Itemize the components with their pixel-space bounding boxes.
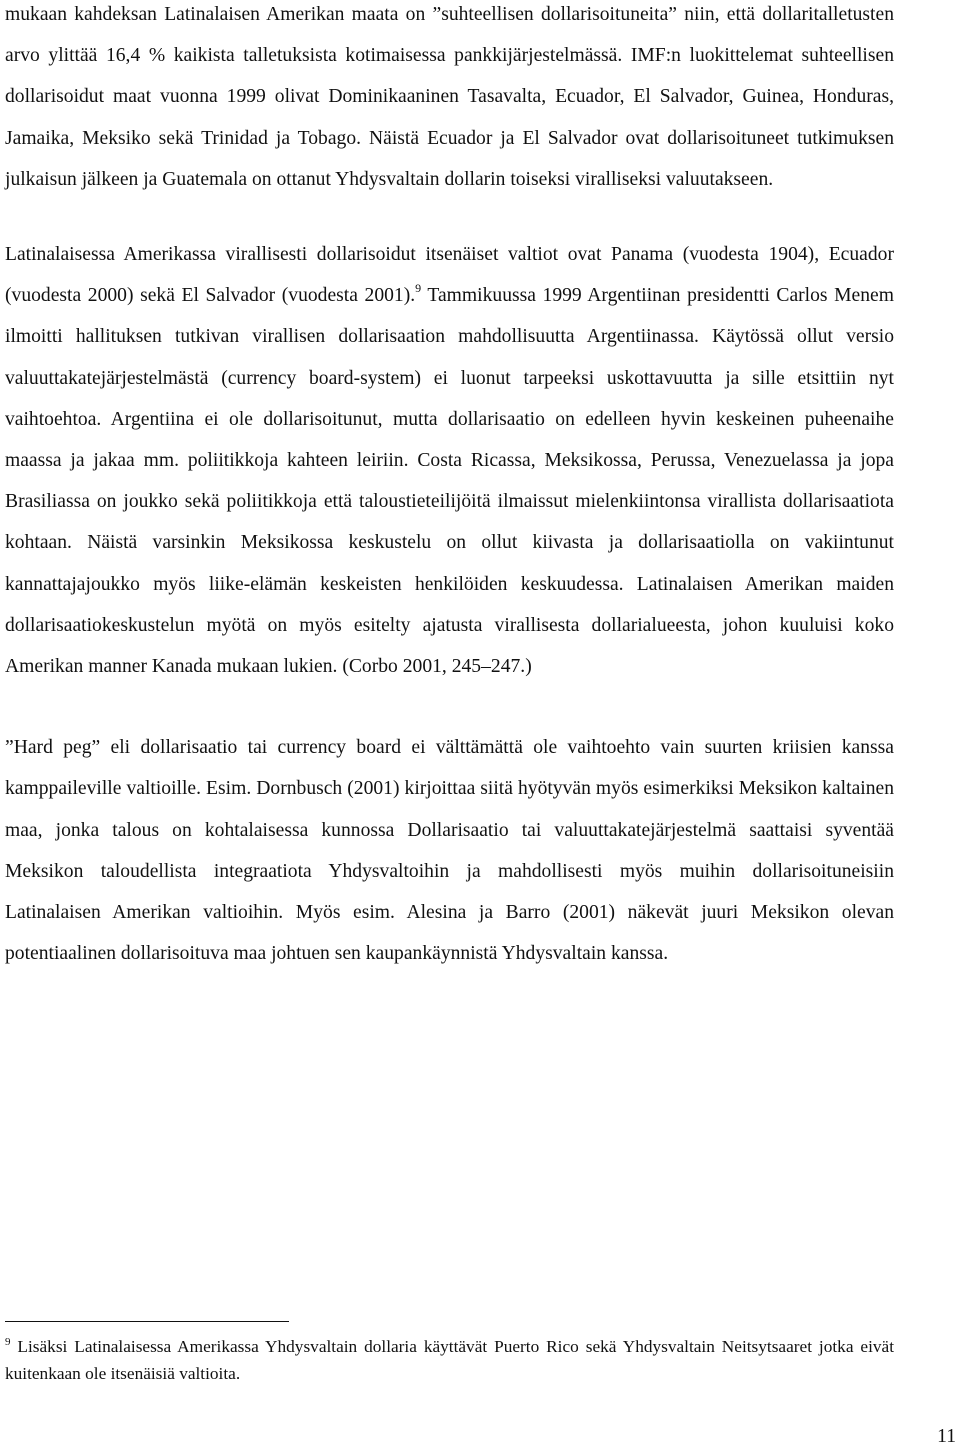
paragraph-text: mukaan kahdeksan Latinalaisen Amerikan maata on ”suhteellisen dollarisoituneita” niin, että dollaritalletusten arvo ylittää 16,4 % kaikista talletuksista kotimaisessa pankkijärjestelmässä. IMF:n luokittelemat suhteellisen dollarisoidut maat vuonna 1999 olivat Dominikaaninen Tasavalta, Ecuador, El Salvador, Guinea, Honduras, Jamaika, Meksiko sekä Trinidad ja Tobago. Näistä Ecuador ja El Salvador ovat dollarisoituneet tutkimuksen julkaisun jälkeen ja Guatemala on ottanut Yhdysvaltain dollarin toiseksi viralliseksi valuutakseen. <box>5 4 894 190</box>
footnote-reference[interactable]: 9 <box>415 281 422 296</box>
paragraph-text: Latinalaisessa Amerikassa virallisesti dollarisoidut itsenäiset valtiot ovat Panama (vuodesta 1904), Ecuador (vuodesta 2000) sekä El Salvador (vuodesta 2001). <box>5 244 894 307</box>
paragraph-text: Tammikuussa 1999 Argentiinan presidentti Carlos Menem ilmoitti hallituksen tutkivan virallisen dollarisaation mahdollisuutta Argentiinassa. Käytössä ollut versio valuuttakatejärjestelmästä (currency board-system) ei luonut tarpeeksi uskottavuutta ja sille etsittiin nyt vaihtoehtoa. Argentiina ei ole dollarisoitunut, mutta dollarisaatio on edelleen hyvin keskeinen puheenaihe maassa ja jakaa mm. poliitikkoja kahteen leiriin. Costa Ricassa, Meksikossa, Perussa, Venezuelassa ja jopa Brasiliassa on joukko sekä poliitikkoja että taloustieteilijöitä ilmaissut mielenkiintonsa virallista dollarisaatiota kohtaan. Näistä varsinkin Meksikossa keskustelu on ollut kiivasta ja dollarisaatiolla on vakiintunut kannattajajoukko myös liike-elämän keskeisten henkilöiden keskuudessa. Latinalaisen Amerikan maiden dollarisaatiokeskustelun myötä on myös esitelty ajatusta virallisesta dollarialueesta, johon kuuluisi koko Amerikan manner Kanada mukaan lukien. (Corbo 2001, 245–247.) <box>5 285 894 678</box>
footnote-number: 9 <box>5 1336 11 1348</box>
paragraph-text: ”Hard peg” eli dollarisaatio tai currency board ei välttämättä ole vaihtoehto vain suurten kriisien kanssa kamppaileville valtioille. Esim. Dornbusch (2001) kirjoittaa siitä hyötyvän myös esimerkiksi Meksikon kaltainen maa, jonka talous on kohtalaisessa kunnossa Dollarisaatio tai valuuttakatejärjestelmä saattaisi syventää Meksikon taloudellista integraatiota Yhdysvaltoihin ja mahdollisesti myös muihin dollarisoituneisiin Latinalaisen Amerikan valtioihin. Myös esim. Alesina ja Barro (2001) näkevät juuri Meksikon olevan potentiaalinen dollarisoituva maa johtuen sen kaupankäynnistä Yhdysvaltain kanssa. <box>5 737 894 965</box>
page-number: 11 <box>937 1426 956 1447</box>
footnote-divider <box>5 1321 289 1322</box>
footnote-text: Lisäksi Latinalaisessa Amerikassa Yhdysvaltain dollaria käyttävät Puerto Rico sekä Yhdysvaltain Neitsytsaaret jotka eivät kuitenkaan ole itsenäisiä valtioita. <box>5 1337 894 1383</box>
paragraph-hard-peg <box>5 727 894 974</box>
document-body <box>5 0 894 974</box>
footnote <box>5 1334 894 1387</box>
paragraph-dollarized-countries <box>5 0 894 200</box>
paragraph-official-dollarization <box>5 234 894 687</box>
